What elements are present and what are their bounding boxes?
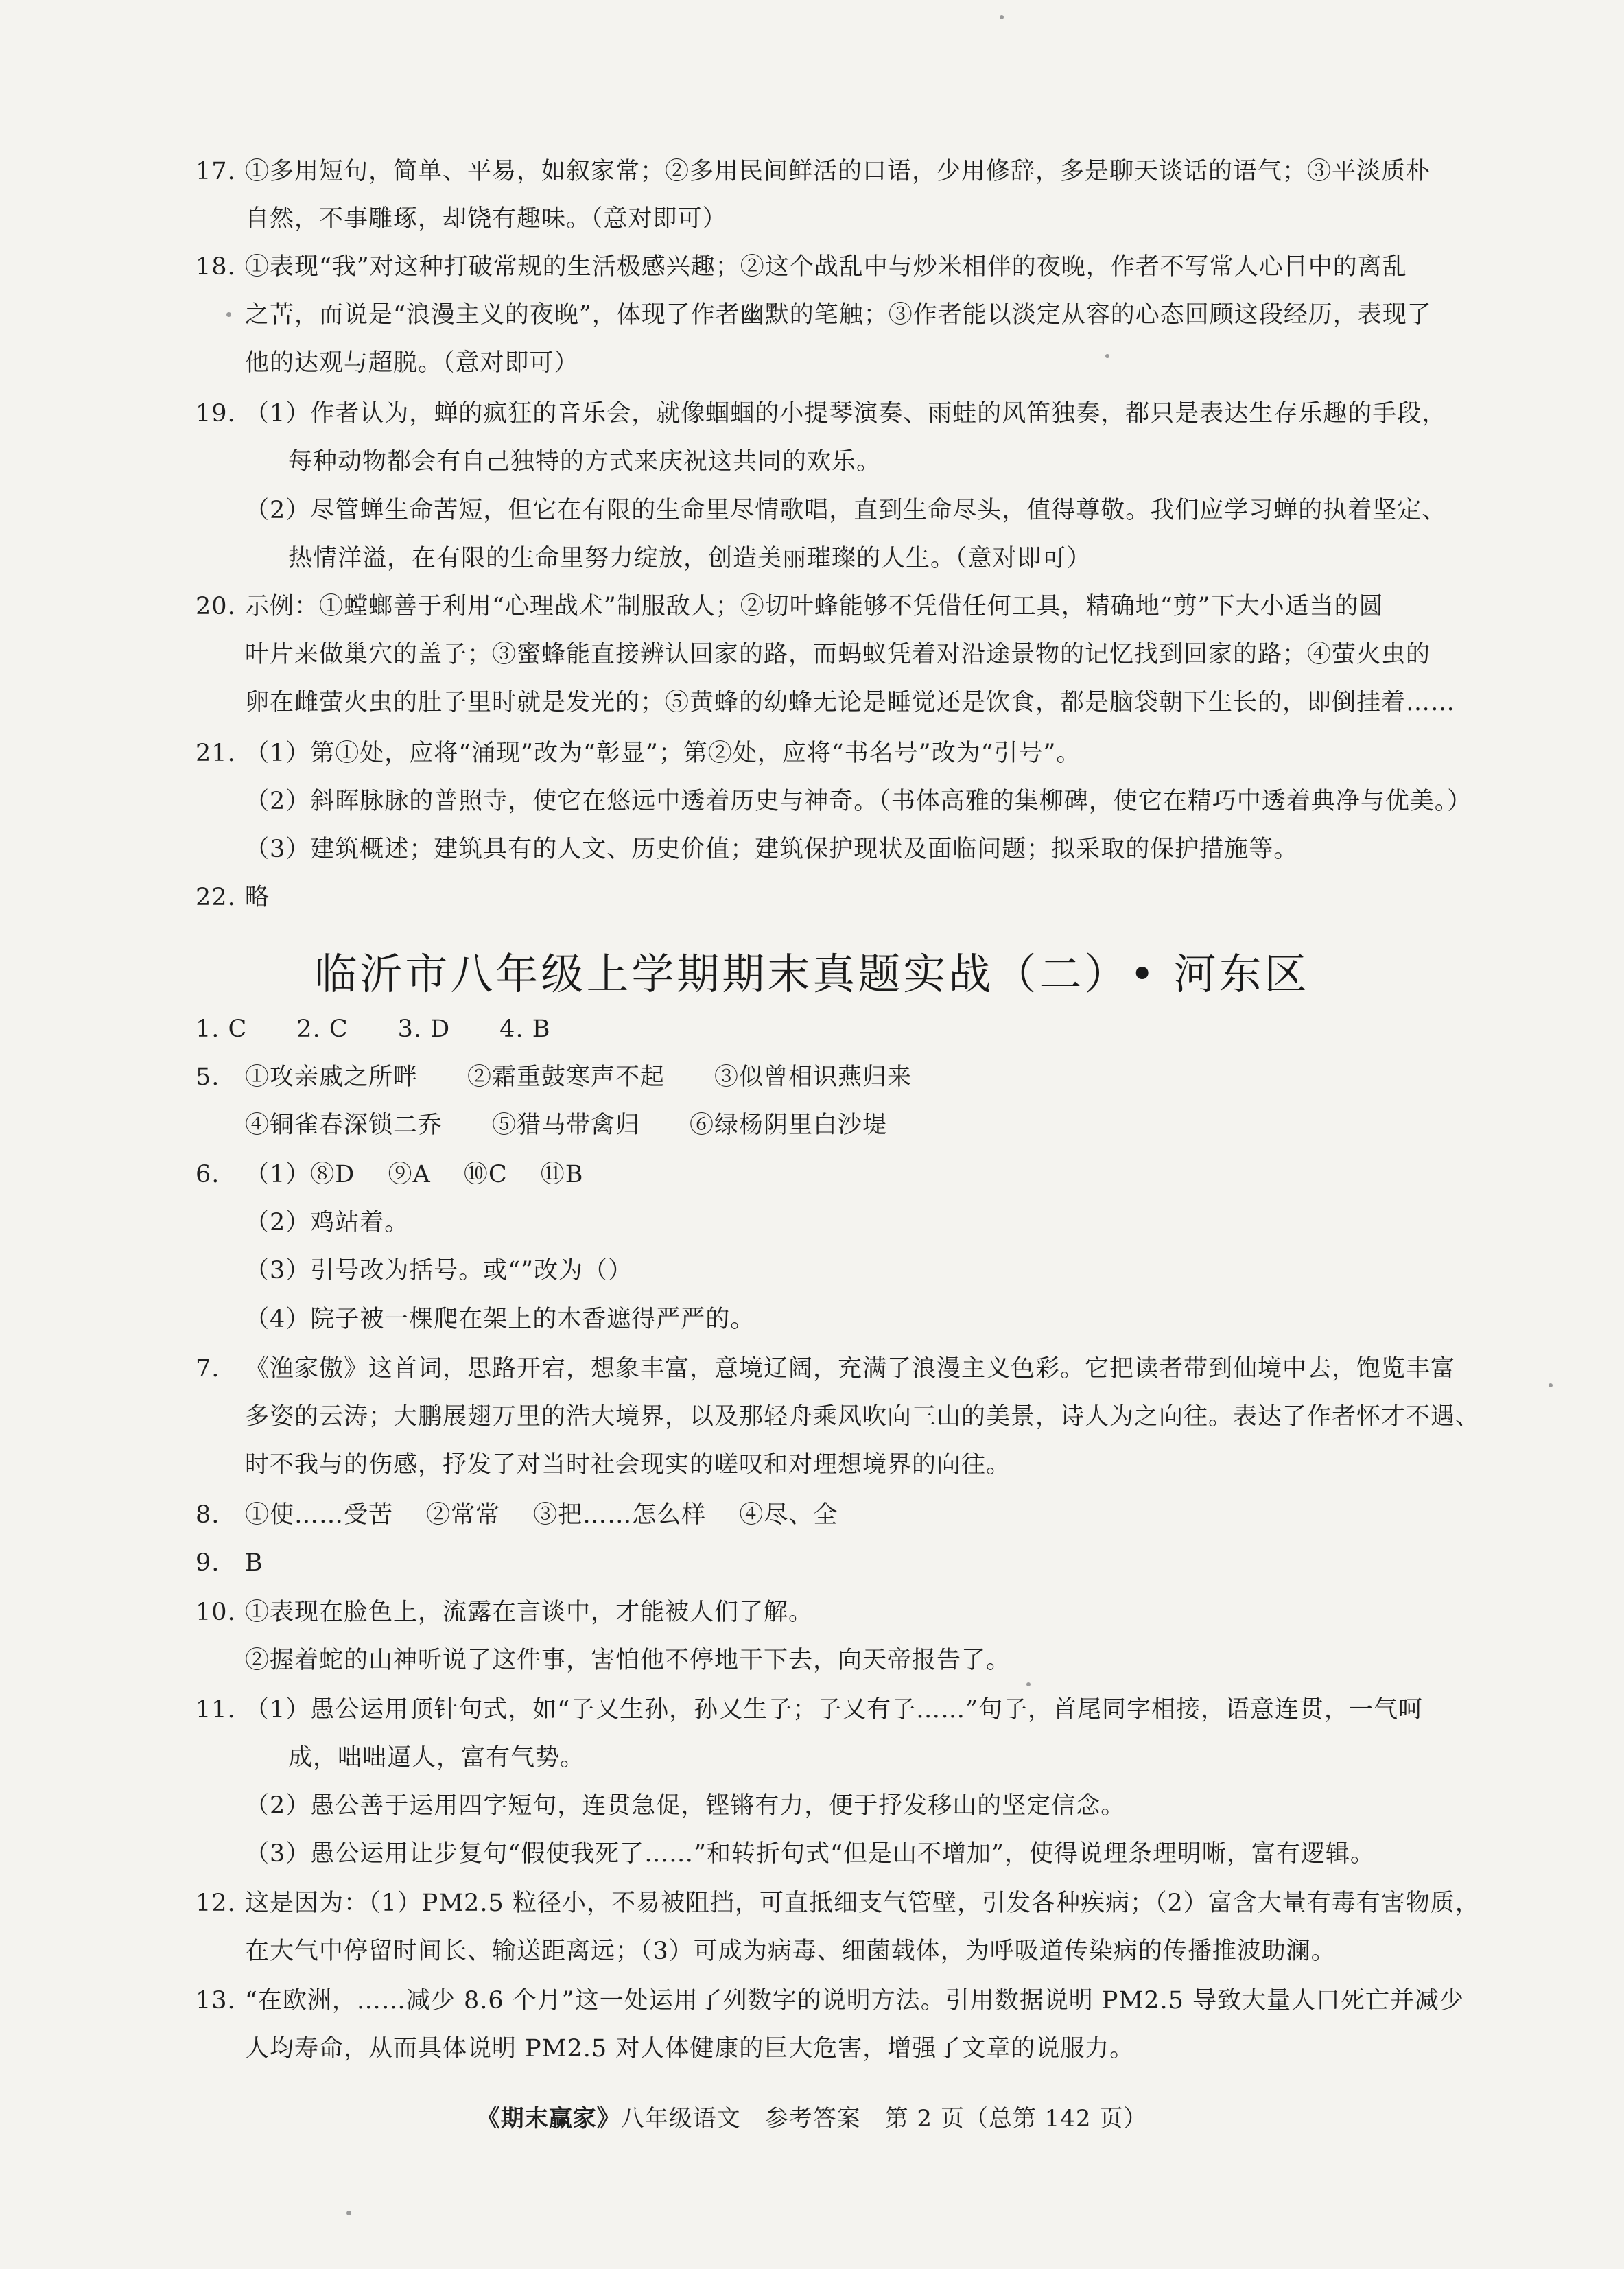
q10-line-2: ②握着蛇的山神听说了这件事，害怕他不停地干下去，向天帝报告了。 (245, 1647, 1011, 1674)
scan-speck (1000, 15, 1004, 19)
q19-part1-line-2: 每种动物都会有自己独特的方式来庆祝这共同的欢乐。 (288, 448, 882, 475)
q8-number: 8. (196, 1501, 220, 1529)
scan-speck (1549, 1383, 1553, 1387)
q5-line-2: ④铜雀春深锁二乔 ⑤猎马带禽归 ⑥绿杨阴里白沙堤 (245, 1112, 888, 1139)
q17-line-1: ①多用短句，简单、平易，如叙家常；②多用民间鲜活的口语，少用修辞，多是聊天谈话的语气；③平淡质朴 (245, 158, 1431, 185)
q7-line-2: 多姿的云涛；大鹏展翅万里的浩大境界，以及那轻舟乘风吹向三山的美景，诗人为之向往。表达了作者怀才不遇、 (245, 1403, 1481, 1431)
footer-book-title: 《期末赢家》 (476, 2105, 621, 2132)
q21-part-3: （3）建筑概述；建筑具有的人文、历史价值；建筑保护现状及面临问题；拟采取的保护措施等。 (245, 836, 1299, 863)
q11-number: 11. (196, 1696, 236, 1724)
q12-line-2: 在大气中停留时间长、输送距离远；（3）可成为病毒、细菌载体，为呼吸道传染病的传播推波助澜。 (245, 1938, 1336, 1965)
q17-line-2: 自然，不事雕琢，却饶有趣味。（意对即可） (245, 205, 727, 233)
q11-part1-line-1: （1）愚公运用顶针句式，如“子又生孙，孙又生子；子又有子……”句子，首尾同字相接，语意连贯，一气呵 (245, 1696, 1424, 1724)
q7-number: 7. (196, 1355, 220, 1383)
q6-part-4: （4）院子被一棵爬在架上的木香遮得严严的。 (245, 1306, 755, 1333)
q7-line-1: 《渔家傲》这首词，思路开宕，想象丰富，意境辽阔，充满了浪漫主义色彩。它把读者带到仙境中去，饱览丰富 (245, 1355, 1456, 1383)
q6-number: 6. (196, 1161, 220, 1188)
q20-line-2: 叶片来做巢穴的盖子；③蜜蜂能直接辨认回家的路，而蚂蚁凭着对沿途景物的记忆找到回家的路；④萤火虫的 (245, 641, 1431, 668)
q12-line-1: 这是因为：（1）PM2.5 粒径小，不易被阻挡，可直抵细支气管壁，引发各种疾病；（2）富含大量有毒有害物质， (245, 1890, 1480, 1917)
q9-answer: B (245, 1549, 263, 1577)
q6-part-1: （1）⑧D ⑨A ⑩C ⑪B (245, 1161, 584, 1188)
q12-number: 12. (196, 1890, 236, 1917)
q11-part-2: （2）愚公善于运用四字短句，连贯急促，铿锵有力，便于抒发移山的坚定信念。 (245, 1792, 1126, 1820)
q18-line-1: ①表现“我”对这种打破常规的生活极感兴趣；②这个战乱中与炒米相伴的夜晚，作者不写常人心目中的离乱 (245, 253, 1407, 281)
q11-part-3: （3）愚公运用让步复句“假使我死了……”和转折句式“但是山不增加”，使得说理条理明晰，富有逻辑。 (245, 1840, 1375, 1868)
q19-number: 19. (196, 400, 236, 427)
q19-part2-line-2: 热情洋溢，在有限的生命里努力绽放，创造美丽璀璨的人生。（意对即可） (288, 545, 1092, 572)
scan-speck (346, 2211, 351, 2215)
q6-part-3: （3）引号改为括号。或“”改为（） (245, 1257, 633, 1284)
q13-line-2: 人均寿命，从而具体说明 PM2.5 对人体健康的巨大危害，增强了文章的说服力。 (245, 2035, 1135, 2062)
q6-part-2: （2）鸡站着。 (245, 1209, 410, 1236)
scan-speck (1026, 1682, 1031, 1686)
scan-speck (226, 312, 231, 317)
q13-line-1: “在欧洲，……减少 8.6 个月”这一处运用了列数字的说明方法。引用数据说明 PM2.5 导致大量人口死亡并减少 (245, 1987, 1465, 2014)
section-title: 临沂市八年级上学期期末真题实战（二）• 河东区 (314, 949, 1310, 999)
q17-number: 17. (196, 158, 236, 185)
q19-part1-line-1: （1）作者认为，蝉的疯狂的音乐会，就像蝈蝈的小提琴演奏、雨蛙的风笛独奏，都只是表达生存乐趣的手段， (245, 400, 1447, 427)
q9-number: 9. (196, 1549, 220, 1577)
q20-line-1: 示例：①螳螂善于利用“心理战术”制服敌人；②切叶蜂能够不凭借任何工具，精确地“剪”下大小适当的圆 (245, 593, 1384, 620)
q20-number: 20. (196, 593, 236, 620)
q10-number: 10. (196, 1599, 236, 1626)
q18-line-3: 他的达观与超脱。（意对即可） (245, 349, 579, 377)
q19-part2-line-1: （2）尽管蝉生命苦短，但它在有限的生命里尽情歌唱，直到生命尽头，值得尊敬。我们应学习蝉的执着坚定、 (245, 497, 1447, 524)
scan-speck (1105, 354, 1109, 358)
q1-4-answers: 1. C 2. C 3. D 4. B (196, 1015, 551, 1043)
q21-part-2: （2）斜晖脉脉的普照寺，使它在悠远中透着历史与神奇。（书体高雅的集柳碑，使它在精巧中透着典净与优美。） (245, 788, 1472, 815)
q20-line-3: 卵在雌萤火虫的肚子里时就是发光的；⑤黄蜂的幼蜂无论是睡觉还是饮食，都是脑袋朝下生长的，即倒挂着…… (245, 689, 1456, 716)
q22-number: 22. (196, 884, 236, 911)
q18-number: 18. (196, 253, 236, 281)
q21-part-1: （1）第①处，应将“涌现”改为“彰显”；第②处，应将“书名号”改为“引号”。 (245, 740, 1081, 767)
q7-line-3: 时不我与的伤感，抒发了对当时社会现实的嗟叹和对理想境界的向往。 (245, 1451, 1011, 1479)
q10-line-1: ①表现在脸色上，流露在言谈中，才能被人们了解。 (245, 1599, 814, 1626)
q21-number: 21. (196, 740, 236, 767)
q18-line-2: 之苦，而说是“浪漫主义的夜晚”，体现了作者幽默的笔触；③作者能以淡定从容的心态回顾这段经历，表现了 (245, 301, 1432, 329)
q22-answer: 略 (245, 884, 270, 911)
page-footer (0, 2100, 1624, 2133)
q5-number: 5. (196, 1063, 220, 1091)
q13-number: 13. (196, 1987, 236, 2014)
q8-answer: ①使……受苦 ②常常 ③把……怎么样 ④尽、全 (245, 1501, 838, 1529)
q11-part1-line-2: 成，咄咄逼人，富有气势。 (288, 1744, 585, 1772)
q5-line-1: ①攻亲戚之所畔 ②霜重鼓寒声不起 ③似曾相识燕归来 (245, 1063, 913, 1091)
footer-page-info: 八年级语文 参考答案 第 2 页（总第 142 页） (620, 2105, 1148, 2132)
